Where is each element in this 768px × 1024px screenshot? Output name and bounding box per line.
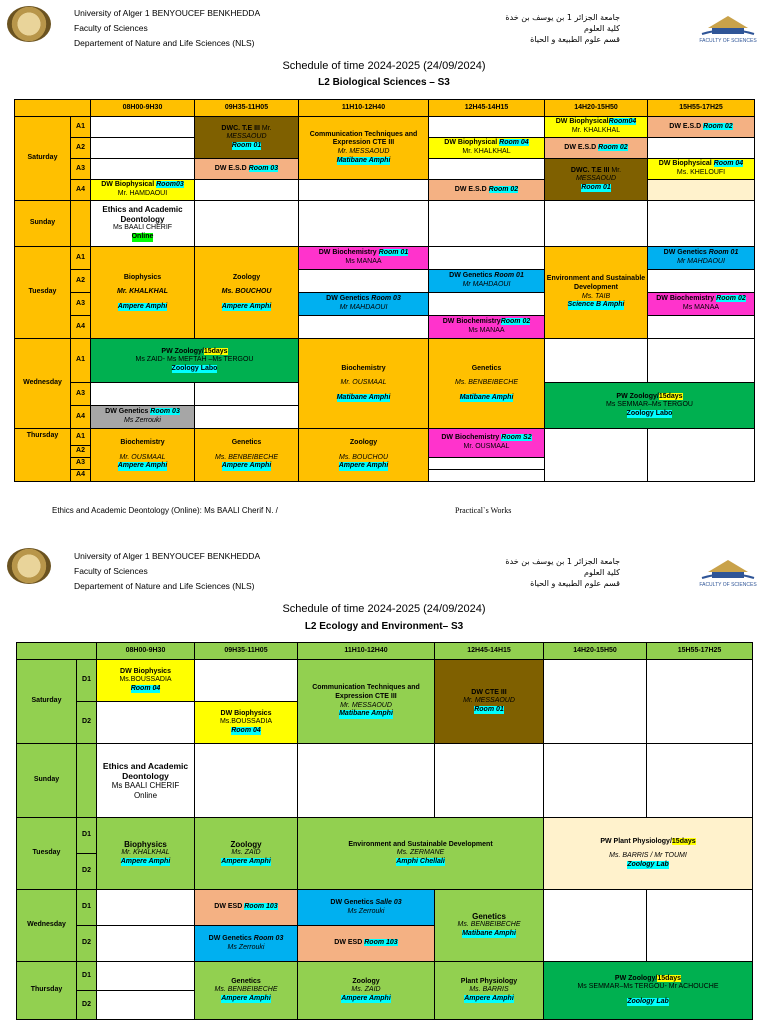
group-label: A3 (71, 458, 91, 470)
session-dw-genetics-a3: DW Genetics Room 03 Mr MAHDAOUI (299, 293, 429, 316)
session-biophysics: Biophysics Mr. KHALKHAL Ampere Amphi (97, 818, 195, 890)
empty-cell (97, 926, 195, 962)
session-dw-biophysical-a1: DW BiophysicalRoom04 Mr. KHALKHAL (545, 117, 648, 138)
timetable-l2-eco (16, 642, 753, 1020)
session-dw-esd-a4: DW E.S.D Room 02 (429, 180, 545, 201)
empty-cell (195, 660, 298, 702)
session-dw-biophysical-a3: DW Biophysical Room 04 Ms. KHELOUFI (648, 159, 755, 180)
empty-cell (429, 247, 545, 270)
empty-cell (648, 201, 755, 247)
group-label: D1 (77, 818, 97, 854)
slot-header: 08H00-9H30 (97, 643, 195, 660)
session-dw-genetics-a2: DW Genetics Room 01 Mr MAHDAOUI (429, 270, 545, 293)
corner-cell (15, 100, 91, 117)
group-label: A1 (71, 429, 91, 446)
university-seal-logo (7, 548, 51, 584)
empty-cell (648, 138, 755, 159)
group-label: A4 (71, 316, 91, 339)
session-cte-iii: Communication Techniques and Expression CTE III Mr. MESSAOUD Matibane Amphi (299, 117, 429, 180)
empty-cell (97, 890, 195, 926)
group-label: D2 (77, 854, 97, 890)
session-dw-cte-iii: DW CTE III Mr. MESSAOUD Room 01 (435, 660, 544, 744)
faculty-logo (698, 552, 758, 588)
slot-header: 09H35-11H05 (195, 643, 298, 660)
group-label: A1 (71, 117, 91, 138)
slot-header: 12H45-14H15 (435, 643, 544, 660)
session-thu-zoology: Zoology Ms. BOUCHOU Ampere Amphi (299, 429, 429, 482)
session-dw-biophysical-a2: DW Biophysical Room 04 Mr. KHALKHAL (429, 138, 545, 159)
group-label: A2 (71, 446, 91, 458)
empty-cell (299, 180, 429, 201)
empty-cell (299, 316, 429, 339)
header-right-arabic: جامعة الجزائر 1 بن يوسف بن خدة كلية العلوم قسم علوم الطبيعة و الحياة (505, 13, 620, 44)
group-label: D2 (77, 991, 97, 1020)
day-wednesday: Wednesday (15, 339, 71, 429)
footer-ethics-note: Ethics and Academic Deontology (Online): Ms BAALI Cherif N. / (52, 506, 278, 515)
session-thu-biochemistry: Biochemistry Mr. OUSMAAL Ampere Amphi (91, 429, 195, 482)
session-dw-biophysical-a4: DW Biophysical Room03 Mr. HAMDAOUI (91, 180, 195, 201)
empty-cell (648, 316, 755, 339)
group-label: A3 (71, 293, 91, 316)
session-dw-esd-a3: DW E.S.D Room 03 (195, 159, 299, 180)
slot-header: 08H00-9H30 (91, 100, 195, 117)
day-thursday: Thursday (17, 962, 77, 1020)
session-thu-zoology: Zoology Ms. ZAID Ampere Amphi (298, 962, 435, 1020)
group-label: A2 (71, 270, 91, 293)
session-pw-zoology-a1a2: PW Zoology/15days Ms ZAID- Ms MEFTAH –Ms TERGOU Zoology Labo (91, 339, 299, 383)
timetable-l2-bio (14, 99, 755, 482)
session-biochemistry: Biochemistry Mr. OUSMAAL Matibane Amphi (299, 339, 429, 429)
slot-header: 11H10-12H40 (298, 643, 435, 660)
empty-cell (648, 180, 755, 201)
group-label: A3 (71, 159, 91, 180)
slot-header: 15H55-17H25 (648, 100, 755, 117)
session-dw-genetics-a1: DW Genetics Room 01 Mr MAHDAOUI (648, 247, 755, 270)
session-biophysics: Biophysics Mr. KHALKHAL Ampere Amphi (91, 247, 195, 339)
day-saturday: Saturday (17, 660, 77, 744)
session-dw-biochemistry-a1: DW Biochemistry Room 01 Ms MANAA (299, 247, 429, 270)
session-thu-dw-biochemistry: DW Biochemistry Room S2 Mr. OUSMAAL (429, 429, 545, 458)
session-thu-genetics: Genetics Ms. BENBEIBECHE Ampere Amphi (195, 429, 299, 482)
group-label: A4 (71, 470, 91, 482)
empty-cell (97, 702, 195, 744)
empty-cell (429, 470, 545, 482)
session-thu-genetics: Genetics Ms. BENBEIBECHE Ampere Amphi (195, 962, 298, 1020)
university-seal-logo (7, 6, 51, 42)
empty-cell (429, 201, 545, 247)
slot-header: 15H55-17H25 (647, 643, 753, 660)
slot-header: 11H10-12H40 (299, 100, 429, 117)
empty-cell (429, 117, 545, 138)
empty-cell (544, 890, 647, 962)
group-label: A2 (71, 138, 91, 159)
session-genetics: Genetics Ms. BENBEIBECHE Matibane Amphi (435, 890, 544, 962)
empty-cell (91, 117, 195, 138)
empty-cell (299, 201, 429, 247)
group-label-empty (71, 201, 91, 247)
empty-cell (435, 744, 544, 818)
group-label: D1 (77, 890, 97, 926)
empty-cell (647, 660, 753, 744)
session-zoology: Zoology Ms. BOUCHOU Ampere Amphi (195, 247, 299, 339)
group-label-empty (77, 744, 97, 818)
group-label: A3 (71, 383, 91, 406)
empty-cell (97, 962, 195, 991)
session-ethics: Ethics and Academic Deontology Ms BAALI CHERIF Online (97, 744, 195, 818)
session-zoology: Zoology Ms. ZAID Ampere Amphi (195, 818, 298, 890)
schedule-title: Schedule of time 2024-2025 (24/09/2024) (282, 60, 486, 72)
group-label: D1 (77, 660, 97, 702)
session-environment: Environment and Sustainable Development Ms. TAIB Science B Amphi (545, 247, 648, 339)
session-ethics: Ethics and Academic Deontology Ms BAALI CHERIF Online (91, 201, 195, 247)
session-dw-biochemistry-a4: DW BiochemistryRoom 02 Ms MANAA (429, 316, 545, 339)
day-tuesday: Tuesday (15, 247, 71, 339)
empty-cell (647, 890, 753, 962)
group-label: D1 (77, 962, 97, 991)
empty-cell (91, 159, 195, 180)
day-sunday: Sunday (15, 201, 71, 247)
empty-cell (648, 339, 755, 383)
empty-cell (429, 159, 545, 180)
session-dw-esd-d2: DW ESD Room 103 (298, 926, 435, 962)
svg-text:FACULTY OF SCIENCES: FACULTY OF SCIENCES (699, 582, 757, 588)
day-saturday: Saturday (15, 117, 71, 201)
session-dw-biophysics-d2: DW Biophysics Ms.BOUSSADIA Room 04 (195, 702, 298, 744)
slot-header: 14H20-15H50 (544, 643, 647, 660)
slot-header: 12H45-14H15 (429, 100, 545, 117)
session-cte-iii: Communication Techniques and Expression CTE III Mr. MESSAOUD Matibane Amphi (298, 660, 435, 744)
session-pw-plant-physiology: PW Plant Physiology/15days Ms. BARRIS / Mr TOUMI Zoology Lab (544, 818, 753, 890)
session-genetics: Genetics Ms. BENBEIBECHE Matibane Amphi (429, 339, 545, 429)
session-dw-esd-d1: DW ESD Room 103 (195, 890, 298, 926)
session-dw-esd-a2: DW E.S.D Room 02 (545, 138, 648, 159)
group-label: D2 (77, 702, 97, 744)
empty-cell (91, 138, 195, 159)
empty-cell (298, 744, 435, 818)
session-dw-genetics-a4: DW Genetics Room 03 Ms Zerrouki (91, 406, 195, 429)
session-dw-biophysics-d1: DW Biophysics Ms.BOUSSADIA Room 04 (97, 660, 195, 702)
empty-cell (97, 991, 195, 1020)
empty-cell (544, 660, 647, 744)
empty-cell (544, 744, 647, 818)
empty-cell (545, 201, 648, 247)
footer-practical-works: Practical`s Works (455, 506, 512, 515)
header-right-arabic: جامعة الجزائر 1 بن يوسف بن خدة كلية العلوم قسم علوم الطبيعة و الحياة (505, 557, 620, 588)
empty-cell (648, 270, 755, 293)
faculty-logo (698, 8, 758, 44)
header-left-text: University of Alger 1 BENYOUCEF BENKHEDDA Faculty of Sciences Departement of Nature and Life Sciences (NLS) (74, 551, 261, 591)
schedule-subtitle-l2-eco: L2 Ecology and Environment– S3 (304, 621, 464, 632)
session-dwc-te-iii-a3a4: DWC. T.E III Mr. MESSAOUD Room 01 (545, 159, 648, 201)
empty-cell (429, 458, 545, 470)
schedule-title: Schedule of time 2024-2025 (24/09/2024) (282, 603, 486, 615)
session-thu-pw-zoology: PW Zoology/15days Ms SEMMAR–Ms TERGOU- Mr ACHOUCHE Zoology Lab (544, 962, 753, 1020)
session-dw-biochemistry-a3: DW Biochemistry Room 02 Ms MANAA (648, 293, 755, 316)
session-dw-genetics-d2: DW Genetics Room 03 Ms Zerrouki (195, 926, 298, 962)
day-sunday: Sunday (17, 744, 77, 818)
svg-text:FACULTY OF SCIENCES: FACULTY OF SCIENCES (699, 38, 757, 44)
header-left-text: University of Alger 1 BENYOUCEF BENKHEDDA Faculty of Sciences Departement of Nature and Life Sciences (NLS) (74, 8, 261, 48)
empty-cell (545, 339, 648, 383)
empty-cell (195, 744, 298, 818)
day-tuesday: Tuesday (17, 818, 77, 890)
empty-cell (647, 744, 753, 818)
schedule-subtitle-l2-bio: L2 Biological Sciences – S3 (318, 77, 450, 88)
empty-cell (195, 406, 299, 429)
session-thu-plant-physiology: Plant Physiology Ms. BARRIS Ampere Amphi (435, 962, 544, 1020)
group-label: A1 (71, 247, 91, 270)
empty-cell (429, 293, 545, 316)
empty-cell (648, 429, 755, 482)
slot-header: 09H35-11H05 (195, 100, 299, 117)
empty-cell (299, 270, 429, 293)
session-dw-esd-a1: DW E.S.D Room 02 (648, 117, 755, 138)
session-pw-zoology-a3a4: PW Zoology/15days Ms SEMMAR–Ms TERGOU Zoology Labo (545, 383, 755, 429)
slot-header: 14H20-15H50 (545, 100, 648, 117)
session-environment: Environment and Sustainable Development Ms. ZERMANE Amphi Chellali (298, 818, 544, 890)
empty-cell (91, 383, 195, 406)
corner-cell (17, 643, 97, 660)
session-dwc-te-iii-a1a2: DWC. T.E III Mr. MESSAOUD Room 01 (195, 117, 299, 159)
day-wednesday: Wednesday (17, 890, 77, 962)
empty-cell (195, 201, 299, 247)
group-label: D2 (77, 926, 97, 962)
group-label: A4 (71, 406, 91, 429)
group-label: A1 (71, 339, 91, 383)
empty-cell (195, 383, 299, 406)
session-dw-genetics-d1: DW Genetics Salle 03 Ms Zerrouki (298, 890, 435, 926)
empty-cell (195, 180, 299, 201)
empty-cell (545, 429, 648, 482)
group-label: A4 (71, 180, 91, 201)
day-thursday: Thursday (15, 429, 71, 482)
